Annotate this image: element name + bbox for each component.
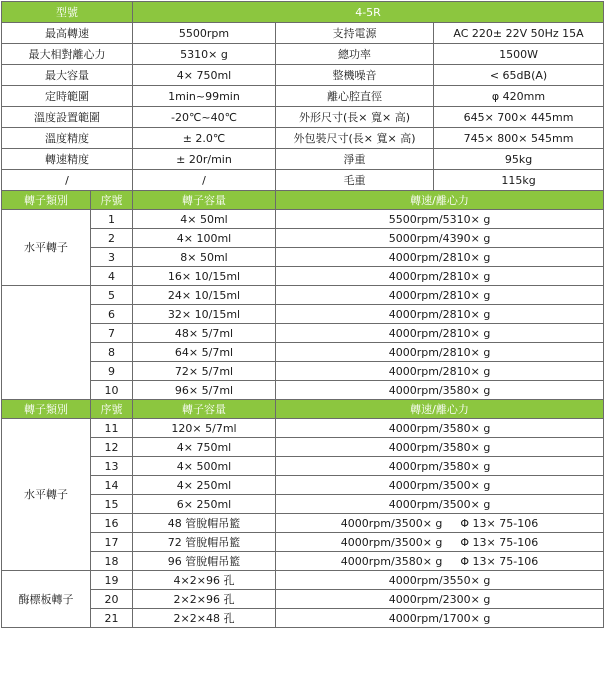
rotor-no: 2 bbox=[91, 229, 133, 248]
rotor-type-header: 轉子類別 bbox=[2, 191, 91, 210]
rotor-capacity: 2×2×96 孔 bbox=[133, 590, 276, 609]
rotor-header-row bbox=[2, 400, 604, 419]
rotor-row bbox=[2, 476, 604, 495]
rotor-speed: 4000rpm/2810× g bbox=[276, 286, 604, 305]
rotor-speed: 4000rpm/2810× g bbox=[276, 267, 604, 286]
spec-label: 外形尺寸(長× 寬× 高) bbox=[276, 107, 434, 128]
rotor-no: 3 bbox=[91, 248, 133, 267]
rotor-speed bbox=[276, 514, 604, 533]
rotor-row bbox=[2, 286, 604, 305]
rotor-capacity-header: 轉子容量 bbox=[133, 400, 276, 419]
spec-row bbox=[2, 107, 604, 128]
rotor-no: 6 bbox=[91, 305, 133, 324]
model-value: 4-5R bbox=[133, 2, 604, 23]
spec-label: 溫度設置範圍 bbox=[2, 107, 133, 128]
rotor-capacity: 6× 250ml bbox=[133, 495, 276, 514]
spec-rows bbox=[2, 23, 604, 191]
rotor-no: 1 bbox=[91, 210, 133, 229]
rotor-no: 19 bbox=[91, 571, 133, 590]
rotor-row bbox=[2, 609, 604, 628]
rotor-capacity: 4× 750ml bbox=[133, 438, 276, 457]
rotor-no: 11 bbox=[91, 419, 133, 438]
rotor-row bbox=[2, 590, 604, 609]
spec-label: 轉速精度 bbox=[2, 149, 133, 170]
rotor-no-header: 序號 bbox=[91, 191, 133, 210]
spec-label: 淨重 bbox=[276, 149, 434, 170]
rotor-no: 8 bbox=[91, 343, 133, 362]
spec-value: 645× 700× 445mm bbox=[434, 107, 604, 128]
rotor-capacity-header: 轉子容量 bbox=[133, 191, 276, 210]
rotor-no: 13 bbox=[91, 457, 133, 476]
rotor-capacity: 4× 100ml bbox=[133, 229, 276, 248]
rotor-speed-value: 4000rpm/3580× g bbox=[340, 554, 443, 568]
spec-label: 總功率 bbox=[276, 44, 434, 65]
rotor-speed: 4000rpm/2300× g bbox=[276, 590, 604, 609]
rotor-row bbox=[2, 267, 604, 286]
rotor-capacity: 72× 5/7ml bbox=[133, 362, 276, 381]
rotor-type bbox=[2, 286, 91, 400]
model-header-row bbox=[2, 2, 604, 23]
rotor-row bbox=[2, 438, 604, 457]
rotor-tube-size: Φ 13× 75-106 bbox=[460, 535, 539, 549]
rotor-no: 12 bbox=[91, 438, 133, 457]
rotor-speed: 4000rpm/3580× g bbox=[276, 419, 604, 438]
rotor-capacity: 4×2×96 孔 bbox=[133, 571, 276, 590]
rotor-row bbox=[2, 419, 604, 438]
rotor-capacity: 64× 5/7ml bbox=[133, 343, 276, 362]
rotor-no: 14 bbox=[91, 476, 133, 495]
rotor-speed-group bbox=[341, 555, 538, 568]
spec-value: ± 2.0℃ bbox=[133, 128, 276, 149]
rotor-row bbox=[2, 248, 604, 267]
rotor-speed: 4000rpm/3580× g bbox=[276, 457, 604, 476]
rotor-speed: 5000rpm/4390× g bbox=[276, 229, 604, 248]
rotor-capacity: 4× 250ml bbox=[133, 476, 276, 495]
spec-label: / bbox=[2, 170, 133, 191]
spec-value: ± 20r/min bbox=[133, 149, 276, 170]
rotor-no: 9 bbox=[91, 362, 133, 381]
spec-label: 最高轉速 bbox=[2, 23, 133, 44]
spec-label: 最大容量 bbox=[2, 65, 133, 86]
spec-table bbox=[1, 1, 604, 628]
spec-value: < 65dB(A) bbox=[434, 65, 604, 86]
rotor-speed: 4000rpm/2810× g bbox=[276, 248, 604, 267]
rotor-type: 酶標板轉子 bbox=[2, 571, 91, 628]
rotor-no: 15 bbox=[91, 495, 133, 514]
rotor-type: 水平轉子 bbox=[2, 419, 91, 571]
spec-value: 5500rpm bbox=[133, 23, 276, 44]
rotor-row bbox=[2, 210, 604, 229]
spec-row bbox=[2, 65, 604, 86]
rotor-speed: 4000rpm/3500× g bbox=[276, 476, 604, 495]
spec-value: φ 420mm bbox=[434, 86, 604, 107]
rotor-capacity: 2×2×48 孔 bbox=[133, 609, 276, 628]
rotor-row bbox=[2, 229, 604, 248]
rotor-no-header: 序號 bbox=[91, 400, 133, 419]
rotor-no: 5 bbox=[91, 286, 133, 305]
rotor-row bbox=[2, 324, 604, 343]
rotor-no: 7 bbox=[91, 324, 133, 343]
rotor-no: 16 bbox=[91, 514, 133, 533]
rotor-speed-value: 4000rpm/3500× g bbox=[340, 535, 443, 549]
spec-section bbox=[2, 2, 604, 23]
rotor-header-row bbox=[2, 191, 604, 210]
spec-value: -20℃~40℃ bbox=[133, 107, 276, 128]
rotor-capacity: 8× 50ml bbox=[133, 248, 276, 267]
spec-label: 溫度精度 bbox=[2, 128, 133, 149]
spec-value: 4× 750ml bbox=[133, 65, 276, 86]
rotor-no: 4 bbox=[91, 267, 133, 286]
rotor-speed: 4000rpm/2810× g bbox=[276, 343, 604, 362]
spec-value: 95kg bbox=[434, 149, 604, 170]
rotor-row bbox=[2, 305, 604, 324]
rotor-capacity: 96 管脫帽吊籃 bbox=[133, 552, 276, 571]
rotor-no: 18 bbox=[91, 552, 133, 571]
rotor-speed: 4000rpm/3580× g bbox=[276, 381, 604, 400]
rotor-speed-value: 4000rpm/3500× g bbox=[340, 516, 443, 530]
rotor-no: 21 bbox=[91, 609, 133, 628]
rotor-tube-size: Φ 13× 75-106 bbox=[460, 516, 539, 530]
rotor-capacity: 4× 50ml bbox=[133, 210, 276, 229]
rotor-speed: 4000rpm/3500× g bbox=[276, 495, 604, 514]
rotor-row bbox=[2, 362, 604, 381]
spec-label: 最大相對離心力 bbox=[2, 44, 133, 65]
spec-value: AC 220± 22V 50Hz 15A bbox=[434, 23, 604, 44]
rotor-speed: 4000rpm/3580× g bbox=[276, 438, 604, 457]
rotor-speed-group bbox=[341, 536, 538, 549]
spec-row bbox=[2, 23, 604, 44]
spec-label: 離心腔直徑 bbox=[276, 86, 434, 107]
rotor-row bbox=[2, 343, 604, 362]
rotor-capacity: 96× 5/7ml bbox=[133, 381, 276, 400]
rotor-row bbox=[2, 533, 604, 552]
spec-value: / bbox=[133, 170, 276, 191]
rotor-speed-header: 轉速/離心力 bbox=[276, 191, 604, 210]
rotor-row bbox=[2, 381, 604, 400]
model-label: 型號 bbox=[2, 2, 133, 23]
rotor-row bbox=[2, 571, 604, 590]
rotor-speed: 4000rpm/2810× g bbox=[276, 324, 604, 343]
spec-row bbox=[2, 149, 604, 170]
spec-row bbox=[2, 170, 604, 191]
rotor-no: 20 bbox=[91, 590, 133, 609]
spec-row bbox=[2, 128, 604, 149]
spec-value: 115kg bbox=[434, 170, 604, 191]
spec-label: 定時範圍 bbox=[2, 86, 133, 107]
rotor-tube-size: Φ 13× 75-106 bbox=[460, 554, 539, 568]
rotor-capacity: 72 管脫帽吊籃 bbox=[133, 533, 276, 552]
rotor-speed bbox=[276, 533, 604, 552]
rotor-no: 17 bbox=[91, 533, 133, 552]
rotor-capacity: 120× 5/7ml bbox=[133, 419, 276, 438]
rotor-speed: 4000rpm/3550× g bbox=[276, 571, 604, 590]
rotor-speed bbox=[276, 552, 604, 571]
rotor-capacity: 4× 500ml bbox=[133, 457, 276, 476]
rotor-row bbox=[2, 495, 604, 514]
spec-row bbox=[2, 44, 604, 65]
spec-value: 5310× g bbox=[133, 44, 276, 65]
spec-label: 外包裝尺寸(長× 寬× 高) bbox=[276, 128, 434, 149]
rotor-speed-header: 轉速/離心力 bbox=[276, 400, 604, 419]
spec-label: 支持電源 bbox=[276, 23, 434, 44]
rotor-row bbox=[2, 514, 604, 533]
rotor-speed: 4000rpm/2810× g bbox=[276, 305, 604, 324]
rotor-speed: 4000rpm/1700× g bbox=[276, 609, 604, 628]
rotor-capacity: 16× 10/15ml bbox=[133, 267, 276, 286]
spec-label: 毛重 bbox=[276, 170, 434, 191]
rotor-rows bbox=[2, 191, 604, 628]
rotor-speed-group bbox=[341, 517, 538, 530]
spec-value: 1500W bbox=[434, 44, 604, 65]
rotor-type: 水平轉子 bbox=[2, 210, 91, 286]
rotor-row bbox=[2, 457, 604, 476]
rotor-no: 10 bbox=[91, 381, 133, 400]
spec-label: 整機噪音 bbox=[276, 65, 434, 86]
rotor-speed: 4000rpm/2810× g bbox=[276, 362, 604, 381]
rotor-speed: 5500rpm/5310× g bbox=[276, 210, 604, 229]
spec-value: 1min~99min bbox=[133, 86, 276, 107]
rotor-capacity: 32× 10/15ml bbox=[133, 305, 276, 324]
rotor-capacity: 48× 5/7ml bbox=[133, 324, 276, 343]
spec-value: 745× 800× 545mm bbox=[434, 128, 604, 149]
rotor-type-header: 轉子類別 bbox=[2, 400, 91, 419]
rotor-row bbox=[2, 552, 604, 571]
rotor-capacity: 48 管脫帽吊籃 bbox=[133, 514, 276, 533]
spec-row bbox=[2, 86, 604, 107]
rotor-capacity: 24× 10/15ml bbox=[133, 286, 276, 305]
